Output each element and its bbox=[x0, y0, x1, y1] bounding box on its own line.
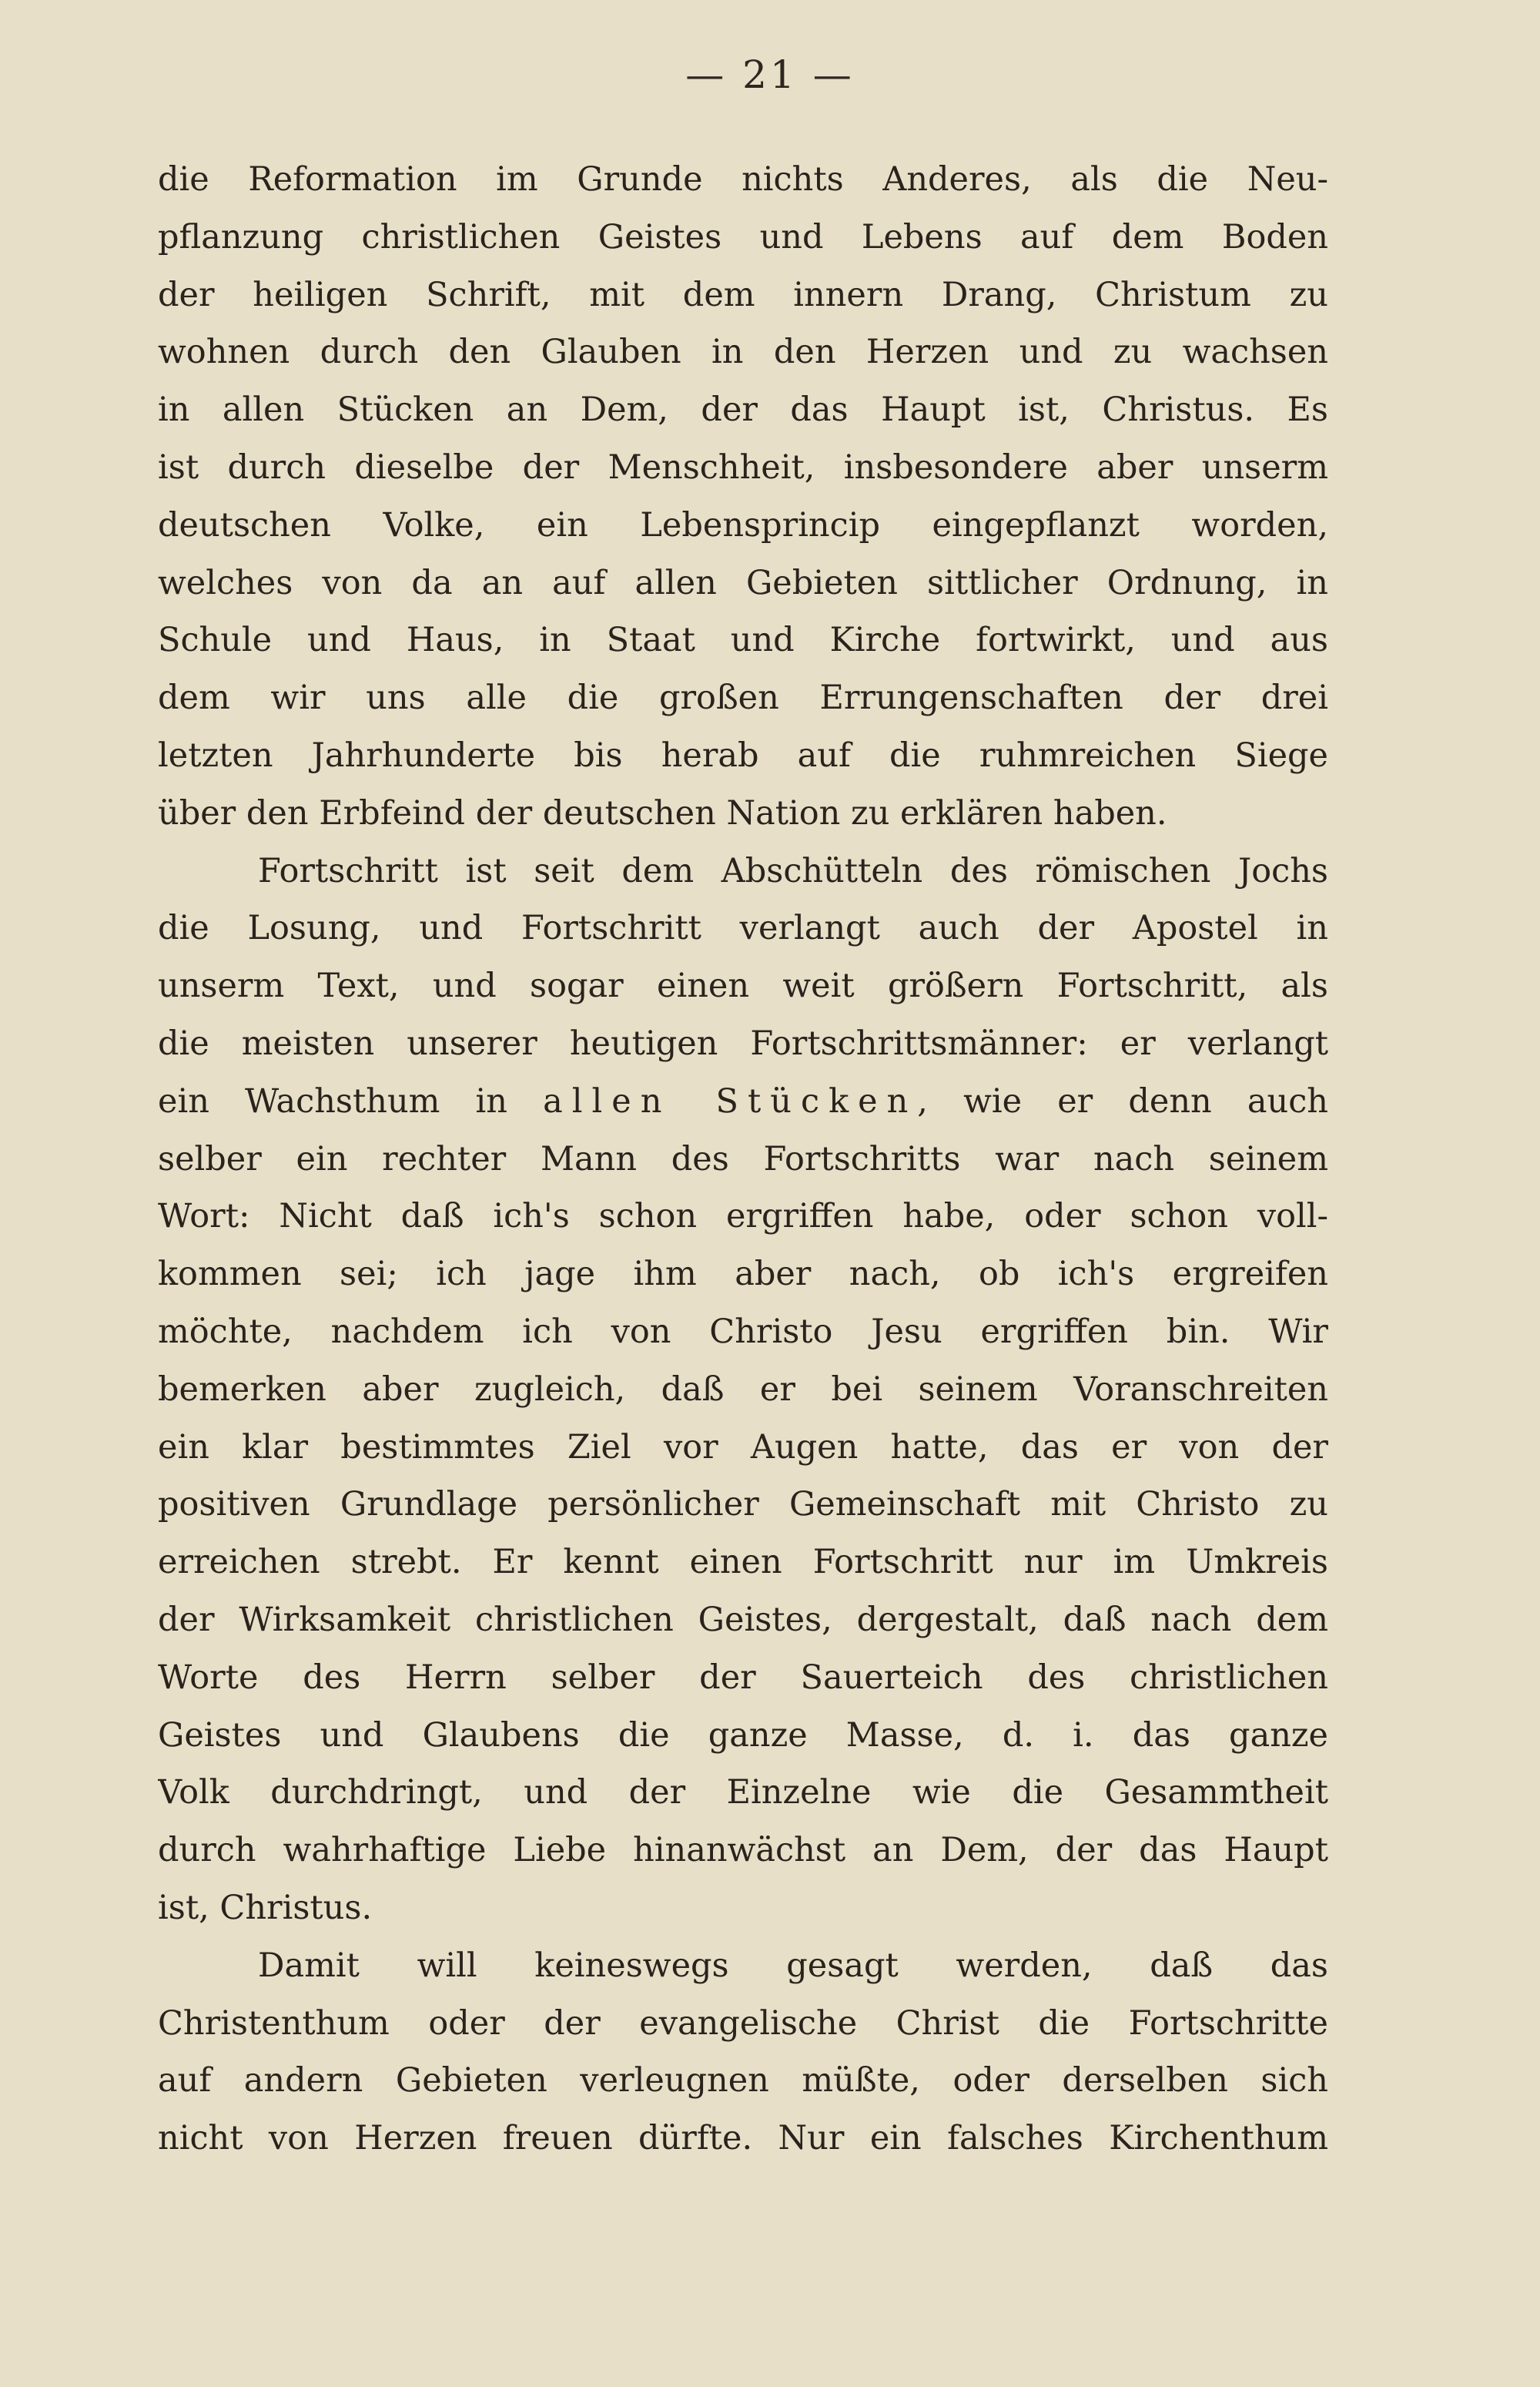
text-line: erreichen strebt. Er kennt einen Fortschritt nur im Umkreis bbox=[158, 1543, 1328, 1582]
text-line: der heiligen Schrift, mit dem innern Drang, Christum zu bbox=[158, 275, 1328, 314]
spaced-emphasis-line: ein Wachsthum in allen Stücken, wie er denn auch bbox=[158, 1081, 1328, 1121]
text-line: dem wir uns alle die großen Errungenschaften der drei bbox=[158, 679, 1328, 718]
text-line: pflanzung christlichen Geistes und Lebens auf dem Boden bbox=[158, 217, 1328, 256]
text-line: nicht von Herzen freuen dürfte. Nur ein falsches Kirchenthum bbox=[158, 2119, 1328, 2158]
text-line: der Wirksamkeit christlichen Geistes, dergestalt, daß nach dem bbox=[158, 1600, 1328, 1639]
text-line: ist, Christus. bbox=[158, 1888, 373, 1927]
text-line: Volk durchdringt, und der Einzelne wie die Gesammtheit bbox=[158, 1773, 1328, 1812]
text-line: bemerken aber zugleich, daß er bei seinem Voranschreiten bbox=[158, 1370, 1328, 1409]
text-line: die Reformation im Grunde nichts Anderes, als die Neu- bbox=[158, 160, 1328, 199]
body-text bbox=[158, 151, 1328, 2167]
paragraph-3 bbox=[158, 1937, 1328, 2167]
text-line: Damit will keineswegs gesagt werden, daß das bbox=[258, 1946, 1328, 1985]
paragraph-1 bbox=[158, 151, 1328, 843]
text-line: durch wahrhaftige Liebe hinanwächst an Dem, der das Haupt bbox=[158, 1831, 1328, 1870]
text-line: ist durch dieselbe der Menschheit, insbesondere aber unserm bbox=[158, 448, 1328, 487]
text-line: Wort: Nicht daß ich's schon ergriffen habe, oder schon voll- bbox=[158, 1197, 1328, 1236]
text-line-with-spaced-emphasis bbox=[158, 1073, 1328, 1131]
text-line: auf andern Gebieten verleugnen müßte, oder derselben sich bbox=[158, 2061, 1328, 2100]
text-line: möchte, nachdem ich von Christo Jesu ergriffen bin. Wir bbox=[158, 1312, 1328, 1351]
text-line: die meisten unserer heutigen Fortschrittsmänner: er verlangt bbox=[158, 1024, 1328, 1063]
text-line: deutschen Volke, ein Lebensprincip eingepflanzt worden, bbox=[158, 505, 1328, 545]
text-line: in allen Stücken an Dem, der das Haupt ist, Christus. Es bbox=[158, 391, 1328, 430]
text-line: ein klar bestimmtes Ziel vor Augen hatte, das er von der bbox=[158, 1427, 1328, 1467]
text-line: Schule und Haus, in Staat und Kirche fortwirkt, und aus bbox=[158, 621, 1328, 660]
text-line: Fortschritt ist seit dem Abschütteln des römischen Jochs bbox=[258, 851, 1328, 890]
text-line: wohnen durch den Glauben in den Herzen und zu wachsen bbox=[158, 333, 1328, 372]
text-line: unserm Text, und sogar einen weit größern Fortschritt, als bbox=[158, 967, 1328, 1006]
text-line: welches von da an auf allen Gebieten sittlicher Ordnung, in bbox=[158, 563, 1328, 602]
paragraph-2 bbox=[158, 843, 1328, 1937]
text-line: die Losung, und Fortschritt verlangt auch der Apostel in bbox=[158, 909, 1328, 948]
page-number: — 21 — bbox=[685, 52, 855, 97]
text-line: selber ein rechter Mann des Fortschritts war nach seinem bbox=[158, 1139, 1328, 1178]
text-line: Geistes und Glaubens die ganze Masse, d. i. das ganze bbox=[158, 1715, 1328, 1755]
text-line: Worte des Herrn selber der Sauerteich des christlichen bbox=[158, 1658, 1328, 1697]
text-line: positiven Grundlage persönlicher Gemeinschaft mit Christo zu bbox=[158, 1485, 1328, 1524]
text-line: kommen sei; ich jage ihm aber nach, ob ich's ergreifen bbox=[158, 1255, 1328, 1294]
text-line: letzten Jahrhunderte bis herab auf die ruhmreichen Siege bbox=[158, 736, 1328, 775]
text-line: Christenthum oder der evangelische Christ die Fortschritte bbox=[158, 2003, 1328, 2043]
spaced-emphasis: allen Stücken bbox=[543, 1081, 918, 1121]
text-line: über den Erbfeind der deutschen Nation zu erklären haben. bbox=[158, 793, 1167, 833]
